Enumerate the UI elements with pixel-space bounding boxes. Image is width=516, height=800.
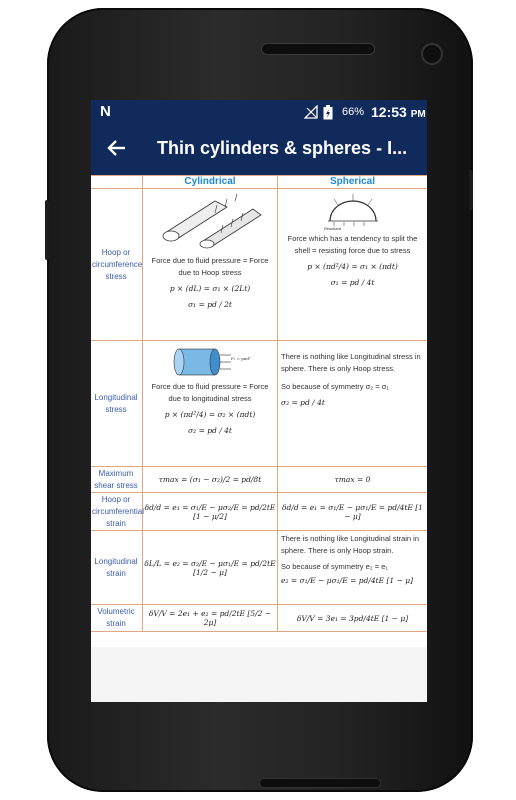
signal-off-icon xyxy=(304,105,318,124)
arrow-left-icon[interactable] xyxy=(106,137,130,161)
page-title: Thin cylinders & spheres - I... xyxy=(157,138,408,158)
table-cell xyxy=(143,467,278,493)
cell-text: Force due to fluid pressure = Force due to longitudinal stress xyxy=(151,382,269,403)
equation: p × (πd²/4) = σ₂ × (πdt) xyxy=(164,410,256,419)
clock-time: 12:53 xyxy=(371,104,407,120)
figure-label: P₁ = pπd² xyxy=(231,356,251,361)
table-cell xyxy=(278,341,428,467)
notification-icon: N xyxy=(100,103,111,120)
table-cell xyxy=(278,605,428,632)
cylinder-pressure-figure xyxy=(165,345,255,379)
figure-label: Resultant xyxy=(323,226,341,231)
equation: σ₂ = pd / 4t xyxy=(281,398,325,407)
cell-text: So because of symmetry σ₂ = σ₁ xyxy=(281,382,389,391)
power-button xyxy=(469,170,473,210)
header-cylindrical: Cylindrical xyxy=(143,176,278,189)
bottom-speaker xyxy=(259,778,381,788)
equation: e₂ = σ₁/E − μσ₁/E = pd/4tE [1 − μ] xyxy=(281,576,414,585)
cell-text: Force which has a tendency to split the shell = resisting force due to stress xyxy=(287,234,418,255)
equation: τmax = 0 xyxy=(334,475,371,484)
equation: δV/V = 2e₁ + e₂ = pd/2tE [5/2 − 2μ] xyxy=(148,609,272,627)
header-spherical: Spherical xyxy=(278,176,428,189)
table-row xyxy=(91,189,427,341)
row-label: Maximum shear stress xyxy=(91,467,143,493)
equation: σ₁ = pd / 4t xyxy=(330,278,375,287)
equation: σ₁ = pd / 2t xyxy=(188,300,232,309)
equation: σ₂ = pd / 4t xyxy=(188,426,232,435)
earpiece-speaker xyxy=(261,43,375,55)
table-cell xyxy=(143,189,278,341)
hemisphere-figure xyxy=(318,193,388,231)
row-label: Hoop or circumference stress xyxy=(91,189,143,341)
table-row xyxy=(91,467,427,493)
row-label: Volumetric strain xyxy=(91,605,143,632)
equation: p × (dL) = σ₁ × (2Lt) xyxy=(169,284,251,293)
cell-text: Force due to fluid pressure = Force due to Hoop stress xyxy=(151,256,269,277)
table-row xyxy=(91,531,427,605)
table-cell xyxy=(143,493,278,531)
formula-table xyxy=(91,175,427,632)
equation: p × (πd²/4) = σ₁ × (πdt) xyxy=(307,262,398,271)
table-cell xyxy=(143,605,278,632)
screen xyxy=(91,100,427,702)
status-bar xyxy=(91,100,427,125)
equation: δV/V = 3e₁ = 3pd/4tE [1 − μ] xyxy=(296,613,409,623)
front-camera xyxy=(421,43,443,65)
clock xyxy=(371,104,426,120)
table-cell xyxy=(278,467,428,493)
row-label: Hoop or circumferential strain xyxy=(91,493,143,531)
clock-suffix: PM xyxy=(410,109,426,120)
cell-text: There is nothing like Longitudinal strain in sphere. There is only Hoop strain. xyxy=(281,534,419,555)
volume-button xyxy=(45,200,49,260)
table-row xyxy=(91,493,427,531)
table-cell xyxy=(278,531,428,605)
table-cell xyxy=(143,341,278,467)
row-label: Longitudinal stress xyxy=(91,341,143,467)
app-bar xyxy=(91,125,427,175)
equation: δL/L = e₂ = σ₂/E − μσ₁/E = pd/2tE [1/2 − μ] xyxy=(144,558,276,577)
table-cell xyxy=(278,189,428,341)
table-row xyxy=(91,605,427,632)
header-empty xyxy=(91,176,143,189)
equation: τmax = (σ₁ − σ₂)/2 = pd/8t xyxy=(158,475,262,484)
table-header-row xyxy=(91,176,427,189)
row-label: Longitudinal strain xyxy=(91,531,143,605)
table-cell xyxy=(143,531,278,605)
table-row xyxy=(91,341,427,467)
table-cell xyxy=(278,493,428,531)
equation: δd/d = e₁ = σ₁/E − μσ₁/E = pd/4tE [1 − μ] xyxy=(282,502,423,521)
bottom-bar xyxy=(91,647,427,702)
cell-text: So because of symmetry e₂ = e₁ xyxy=(281,562,388,571)
cell-text: There is nothing like Longitudinal stress in sphere. There is only Hoop stress. xyxy=(281,352,421,373)
cylinder-section-figure xyxy=(155,193,265,253)
battery-percent: 66% xyxy=(342,106,365,118)
battery-charging-icon xyxy=(323,105,333,125)
equation: δd/d = e₁ = σ₁/E − μσ₂/E = pd/2tE [1 − μ/2] xyxy=(144,502,276,521)
